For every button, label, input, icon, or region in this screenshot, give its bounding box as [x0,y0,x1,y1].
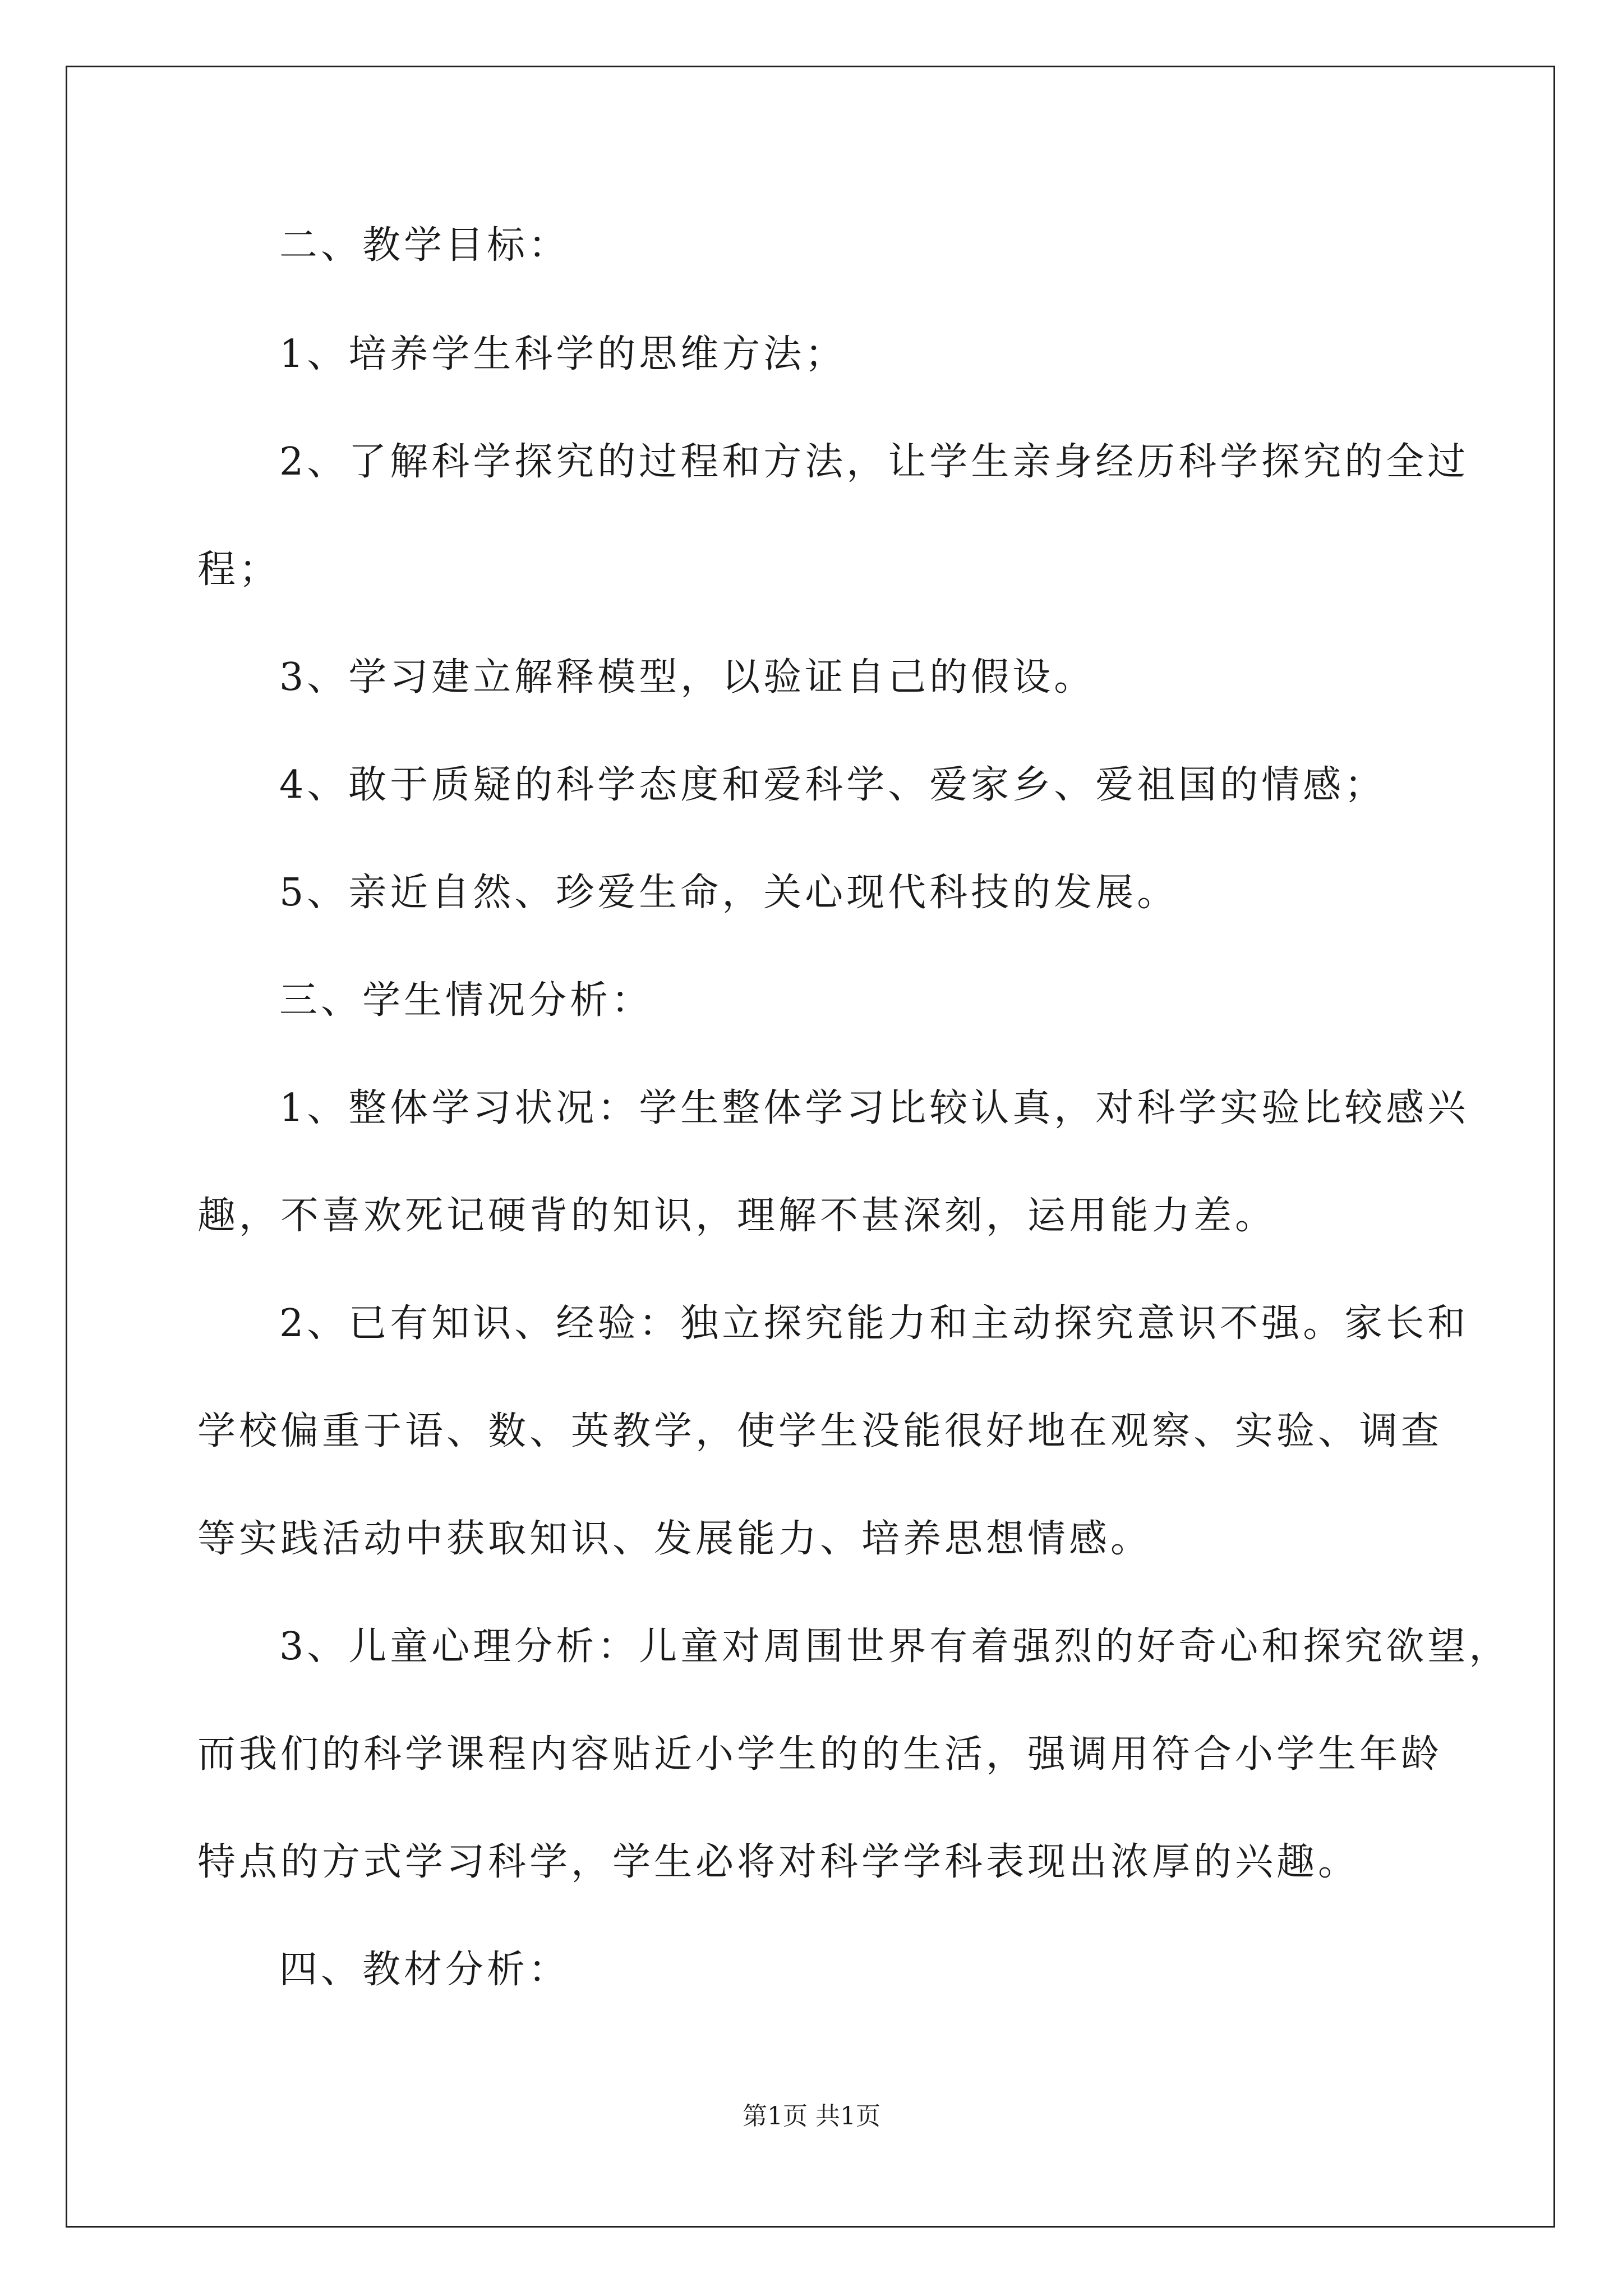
analysis-item-1-line-2: 趣，不喜欢死记硬背的知识，理解不甚深刻，运用能力差。 [197,1194,1277,1238]
goal-item-4: 4、敢于质疑的科学态度和爱科学、爱家乡、爱祖国的情感； [279,763,1386,807]
analysis-item-3-line-3: 特点的方式学习科学，学生必将对科学学科表现出浓厚的兴趣。 [197,1840,1360,1884]
goal-item-5: 5、亲近自然、珍爱生命，关心现代科技的发展。 [279,871,1179,915]
goal-item-1: 1、培养学生科学的思维方法； [279,332,847,376]
page-footer [0,2101,1623,2132]
goal-item-2-line-2: 程； [197,547,281,592]
section-heading-textbook-analysis: 四、教材分析： [279,1948,570,1992]
page-border [66,66,1555,2228]
page-number-label: 第1页 共1页 [743,2102,880,2131]
analysis-item-1-line-1: 1、整体学习状况：学生整体学习比较认真，对科学实验比较感兴 [279,1086,1469,1130]
section-heading-student-analysis: 三、学生情况分析： [279,978,653,1023]
analysis-item-2-line-1: 2、已有知识、经验：独立探究能力和主动探究意识不强。家长和 [279,1301,1469,1346]
goal-item-2-line-1: 2、了解科学探究的过程和方法，让学生亲身经历科学探究的全过 [279,440,1469,484]
analysis-item-3-line-1: 3、儿童心理分析：儿童对周围世界有着强烈的好奇心和探究欲望， [279,1625,1511,1669]
analysis-item-3-line-2: 而我们的科学课程内容贴近小学生的的生活，强调用符合小学生年龄 [197,1732,1443,1777]
analysis-item-2-line-2: 学校偏重于语、数、英教学，使学生没能很好地在观察、实验、调查 [197,1409,1443,1453]
goal-item-3: 3、学习建立解释模型，以验证自己的假设。 [279,655,1096,700]
analysis-item-2-line-3: 等实践活动中获取知识、发展能力、培养思想情感。 [197,1517,1152,1561]
section-heading-teaching-goals: 二、教学目标： [279,223,570,268]
